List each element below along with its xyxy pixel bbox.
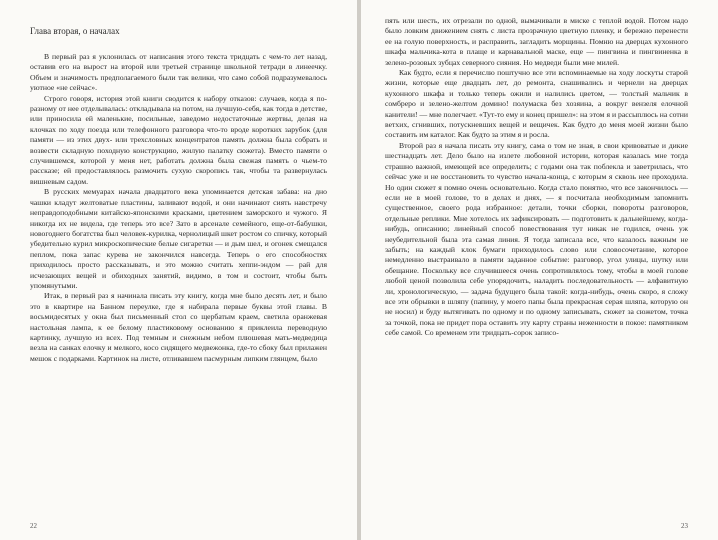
- paragraph: Итак, в первый раз я начинала писать эту книгу, когда мне было десять лет, и было это в квартире на Банном переулке, где я набирала первые буквы этой главы. В восьмидесятых у окна был письменный стол со щербатым краем, светила оранжевая настольная лампа, к ее белому пластиковому основанию я приклеила переводную картинку, лучшую из всех. Под темным и снежным небом плюшевая мать-медведица везла на санках елочку и мелкого, косо сидящего медвежонка, где-то сбоку был прилажен мешок с подарками. Картинок на листе, отливавшем пасмурным липким глянцем, было: [30, 291, 327, 363]
- right-page-text: [385, 16, 688, 339]
- page-number: 22: [30, 522, 37, 530]
- running-head: Глава вторая, о началах: [30, 26, 120, 36]
- left-page-text: [30, 52, 327, 364]
- left-page: [0, 0, 357, 540]
- paragraph: В русских мемуарах начала двадцатого века упоминается детская забава: на дно чашки кладут желтоватые пластины, заливают водой, и они начинают сиять навстречу неправдоподобными китайско-японскими красками, цветением заморского и чужого. Я никогда их не видела, где теперь это все? Зато в арсенале семейного, еще-от-бабушки, новогоднего богатства был человек-курилка, чернолицый шкет ростом со спичку, который убедительно курил микроскопические белые сигаретки — и дым шел, и огонек смещался пеплом, пока запас курева не закончился навсегда. Теперь о его способностях приходилось просто рассказывать, и это можно считать хеппи-эндом — рай для исчезающих вещей и обиходных занятий, видимо, в том и состоит, чтобы быть упомянутыми.: [30, 187, 327, 290]
- paragraph: Второй раз я начала писать эту книгу, сама о том не зная, в свои кривоватые и дикие шестнадцать лет. Дело было на излете любовной истории, которая казалась мне тогда страшно важной, имеющей все определить; с годами она так поблекла и заветрилась, что сейчас уже и не восстановить то чувство начала-конца, с которым я сквозь нее проходила. Но один сюжет я помню очень основательно. Когда стало понятно, что все закончилось — если не в моей голове, то в делах и днях, — я посчитала необходимым запомнить существенное, своего рода избранное: детали, точки сборки, повороты разговоров, отдельные реплики. Мне хотелось их зафиксировать — подготовить к дальнейшему, когда-нибудь, описанию; линейный способ повествования тут никак не годился, очень уж неубедительной была эта самая линия. Я тогда записала все, что казалось важным не забыть; на каждый клок бумаги приходилось слово или словосочетание, которое немедленно выстраивало в памяти заданное событие: разговор, угол улицы, шутку или обещание. Поскольку все случившееся очень сопротивлялось тому, чтобы в моей голове любой ценой позволила себе упорядочить, наладить последовательность — алфавитную ли, хронологическую, — задача будущего была такой: когда-нибудь, очень скоро, я сложу все эти обрывки в шляпу (папину, у моего папы была прекрасная серая шляпа, которую он не носил) и буду вытягивать по одному и по одному записывать, сюжет за сюжетом, точка за точкой, пока не придет пора оставить эту карту страны неженности в покое: памятником себе самой. Со временем эти тридцать-сорок записо-: [385, 140, 688, 338]
- page-number: 23: [681, 522, 688, 530]
- paragraph: В первый раз я уклонилась от написания этого текста тридцать с чем-то лет назад, оставив его на вырост на второй или третьей странице школьной тетради в линеечку. Объем и значимость предполагаемого были так велики, что само собой подразумевалось уютное «не сейчас».: [30, 52, 327, 93]
- paragraph: пять или шесть, их отрезали по одной, вымачивали в миске с теплой водой. Потом надо было ловким движением снять с листа прозрачную цветную пленку, и бережно перенести ее на голую поверхность, и расправить, загладить морщины. Помню на дверцах кухонного шкафа мальчика-кота в плаще и карнавальной маске, еще — пингвина и пингвиненка в зелено-розовых зубцах северного сияния. Но медведи были мне милей.: [385, 16, 688, 67]
- right-page: [361, 0, 718, 540]
- paragraph: Строго говоря, история этой книги сводится к набору отказов: случаев, когда я по-разному от нее отделывалась: откладывала на потом, на лучшую-себя, как тогда в детстве, или приносила ей маленькие, посильные, заведомо недостаточные жертвы, делая на клочках по ходу поезда или телефонного разговора что-то вроде коротких зарубок (для памяти — из этих двух- или трехсловных концентратов память должна была собрать и возвести складную походную конструкцию, жилую палатку сюжета). Вместо памяти о случившемся, которой у меня нет, работать должна была свежая память о чьем-то рассказе; ей предоставлялось размочить сухую скоропись так, чтобы та развернулась вишневым садом.: [30, 93, 327, 186]
- paragraph: Как будто, если я перечислю поштучно все эти вспоминаемые на ходу лоскуты старой жизни, которые еще двадцать лет, до ремонта, снашивались и чернели на дверцах кухонного шкафа и только теперь ожили и налились цветом, — толстый мальчик в сомбреро и зелено-желтом домино! полумаска без хозяина, а вокруг вензеля елочной канители! — мне полегчает. «Тут-то ему и конец пришел»: на этом я и рассыплюсь на сотни ветхих, сгнивших, потускневших вещей и вещичек. Как будто до меня моей жизни было составить им каталог. Как будто за этим я и росла.: [385, 68, 688, 140]
